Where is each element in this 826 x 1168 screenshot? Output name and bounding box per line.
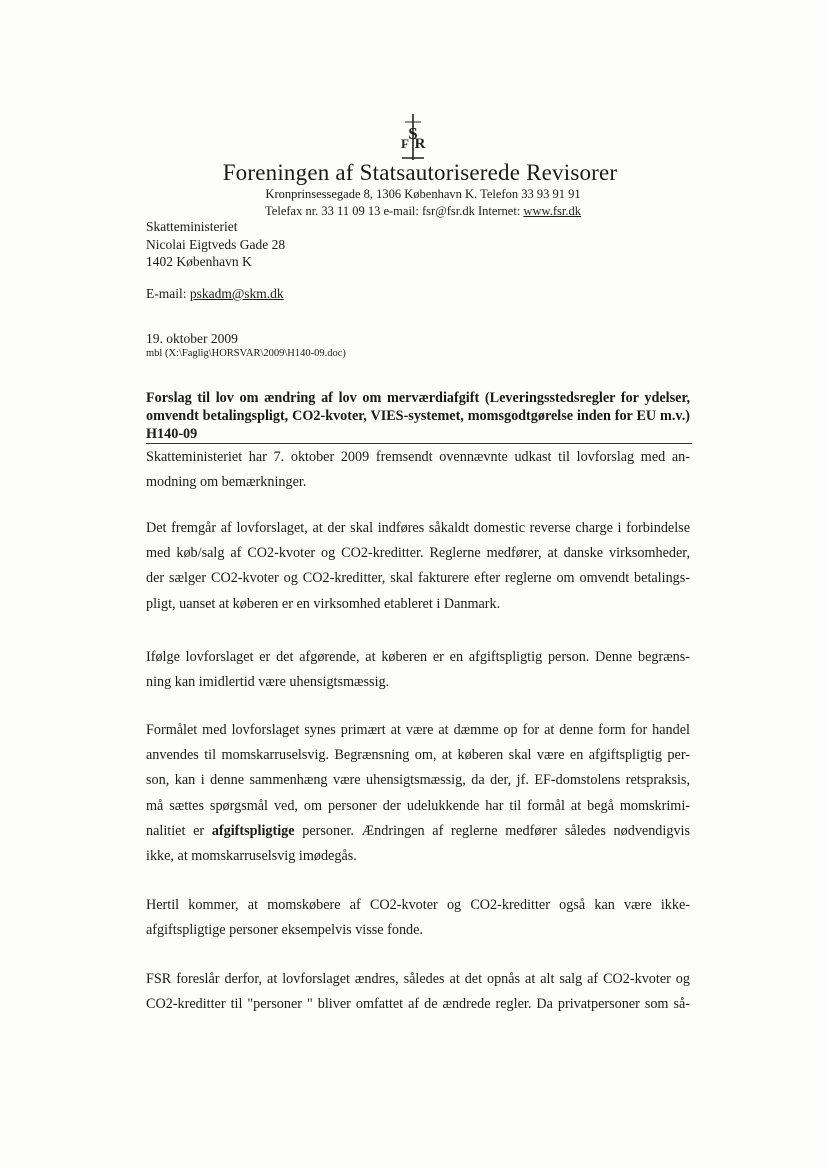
recipient-email-line	[146, 286, 284, 302]
organization-name: Foreningen af Statsautoriserede Revisorer	[222, 160, 618, 185]
organization-contact	[0, 204, 826, 219]
organization-address: Kronprinsessegade 8, 1306 København K. Telefon 33 93 91 91	[265, 187, 581, 201]
paragraph-line: CO2-kreditter til "personer " bliver omfattet af de ændrede regler. Da privatpersoner som så-	[146, 996, 690, 1013]
paragraph-line: pligt, uanset at køberen er en virksomhed etableret i Danmark.	[146, 595, 501, 612]
paragraph-line: der sælger CO2-kvoter og CO2-kreditter, skal fakturere efter reglerne om omvendt betalings-	[146, 570, 690, 587]
recipient-street: Nicolai Eigtveds Gade 28	[146, 236, 286, 252]
text-run: personer. Ændringen af reglerne medfører således nødvendigvis	[294, 822, 690, 839]
letter-subject: Forslag til lov om ændring af lov om merværdiafgift (Leveringsstedsregler for ydelser, omvendt betalingspligt, CO2-kvoter, VIES-systemet, momsgodtgørelse inden for EU m.v.) H140-09	[146, 390, 690, 442]
paragraph-4	[146, 718, 690, 869]
svg-text:R: R	[414, 136, 426, 152]
letter-date: 19. oktober 2009	[146, 331, 238, 346]
fsr-logo	[393, 112, 433, 162]
paragraph-line: anvendes til momskarruselsvig. Begrænsning om, at køberen skal være en afgiftspligtig per-	[146, 747, 690, 764]
paragraph-1	[146, 445, 690, 495]
paragraph-line: FSR foreslår derfor, at lovforslaget ændres, således at det opnås at alt salg af CO2-kvoter og	[146, 971, 690, 987]
contact-details: Telefax nr. 33 11 09 13 e-mail: fsr@fsr.dk Internet:	[265, 204, 524, 218]
paragraph-line: modning om bemærkninger.	[146, 474, 307, 491]
document-reference: mbl (X:\Faglig\HORSVAR\2009\H140-09.doc)	[146, 348, 346, 359]
paragraph-line: son, kan i denne sammenhæng være uhensigtsmæssig, da der, jf. EF-domstolens retspraksis,	[146, 772, 690, 789]
recipient-address	[146, 218, 285, 271]
recipient-name: Skatteministeriet	[146, 219, 238, 234]
paragraph-line: må sættes spørgsmål ved, om personer der udelukkende har til formål at begå momskrimi-	[146, 797, 690, 814]
paragraph-line: Formålet med lovforslaget synes primært at være at dæmme op for at denne form for handel	[146, 722, 690, 738]
recipient-email-link[interactable]: pskadm@skm.dk	[189, 286, 284, 301]
paragraph-line: Hertil kommer, at momskøbere af CO2-kvoter og CO2-kreditter også kan være ikke-	[146, 897, 690, 913]
paragraph-line: Skatteministeriet har 7. oktober 2009 fremsendt ovennævnte udkast til lovforslag med an-	[146, 449, 690, 465]
paragraph-line: ikke, at momskarruselsvig imødegås.	[146, 848, 357, 865]
bold-term: afgiftspligtige	[211, 822, 295, 839]
paragraph-line: Ifølge lovforslaget er det afgørende, at køberen er en afgiftspligtig person. Denne begræns-	[146, 649, 690, 665]
svg-text:F: F	[401, 136, 409, 151]
paragraph-5	[146, 893, 690, 943]
recipient-city: 1402 København K	[146, 254, 252, 269]
paragraph-3	[146, 645, 690, 695]
paragraph-line: Det fremgår af lovforslaget, at der skal indføres såkaldt domestic reverse charge i forbindelse	[146, 520, 690, 536]
paragraph-line: ning kan imidlertid være uhensigtsmæssig.	[146, 674, 390, 691]
paragraph-2	[146, 516, 690, 617]
paragraph-line	[146, 819, 690, 844]
paragraph-line: afgiftspligtige personer eksempelvis visse fonde.	[146, 922, 423, 939]
text-run: nalitiet er	[146, 822, 212, 839]
subject-divider	[146, 443, 692, 444]
paragraph-6	[146, 967, 690, 1017]
email-label: E-mail:	[146, 286, 190, 301]
website-link[interactable]: www.fsr.dk	[523, 204, 581, 218]
svg-text:S: S	[408, 124, 418, 143]
paragraph-line: med køb/salg af CO2-kvoter og CO2-kreditter. Reglerne medfører, at danske virksomheder,	[146, 545, 690, 562]
